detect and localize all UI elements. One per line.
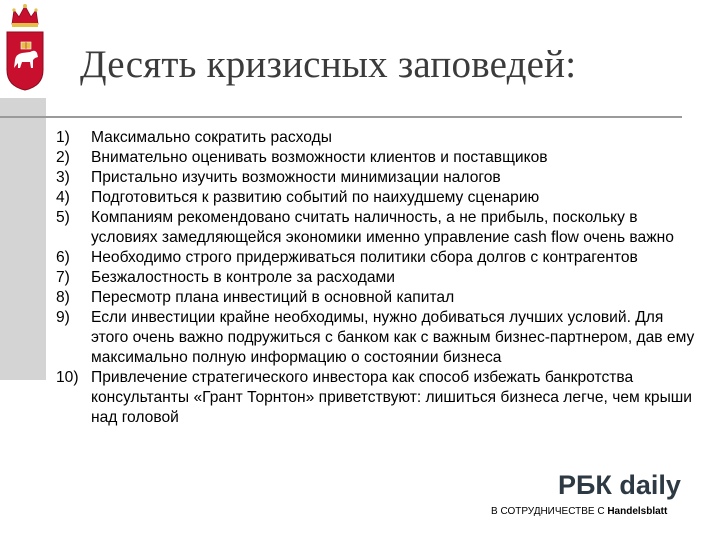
left-decor-bar — [0, 98, 46, 380]
list-item: 3) Пристально изучить возможности минимизации налогов — [56, 169, 501, 186]
title-divider — [0, 116, 682, 118]
list-item: 7) Безжалостность в контроле за расходами — [56, 269, 395, 286]
list-item: 10) Привлечение стратегического инвестора как способ избежать банкротства консультанты «Грант Торнтон» приветствуют: лишиться бизнеса легче, чем крыши над головой — [56, 369, 692, 426]
list-item: 5) Компаниям рекомендовано считать наличность, а не прибыль, поскольку в условиях замедляющейся экономики именно управление cash flow очень важно — [56, 209, 674, 246]
rbk-daily-logo — [558, 468, 704, 500]
collaboration-note: В СОТРУДНИЧЕСТВЕ С Handelsblatt — [491, 506, 668, 517]
list-item: 1) Максимально сократить расходы — [56, 129, 332, 146]
list-item: 2) Внимательно оценивать возможности клиентов и поставщиков — [56, 149, 548, 166]
partner-name: Handelsblatt — [607, 506, 668, 517]
list-item: 9) Если инвестиции крайне необходимы, нужно добиваться лучших условий. Для этого очень важно подружиться с банком как с важным бизнес-партнером, дав ему максимально полную информацию о состоянии бизнеса — [56, 309, 695, 366]
commandments-list — [56, 128, 696, 428]
slide-title: Десять кризисных заповедей: — [80, 43, 577, 86]
list-item: 8) Пересмотр плана инвестиций в основной капитал — [56, 289, 455, 306]
list-item: 4) Подготовиться к развитию событий по наихудшему сценарию — [56, 189, 540, 206]
list-item: 6) Необходимо строго придерживаться политики сбора долгов с контрагентов — [56, 249, 638, 266]
perm-crest-icon — [4, 2, 46, 92]
logo-text: РБК daily — [558, 470, 681, 500]
